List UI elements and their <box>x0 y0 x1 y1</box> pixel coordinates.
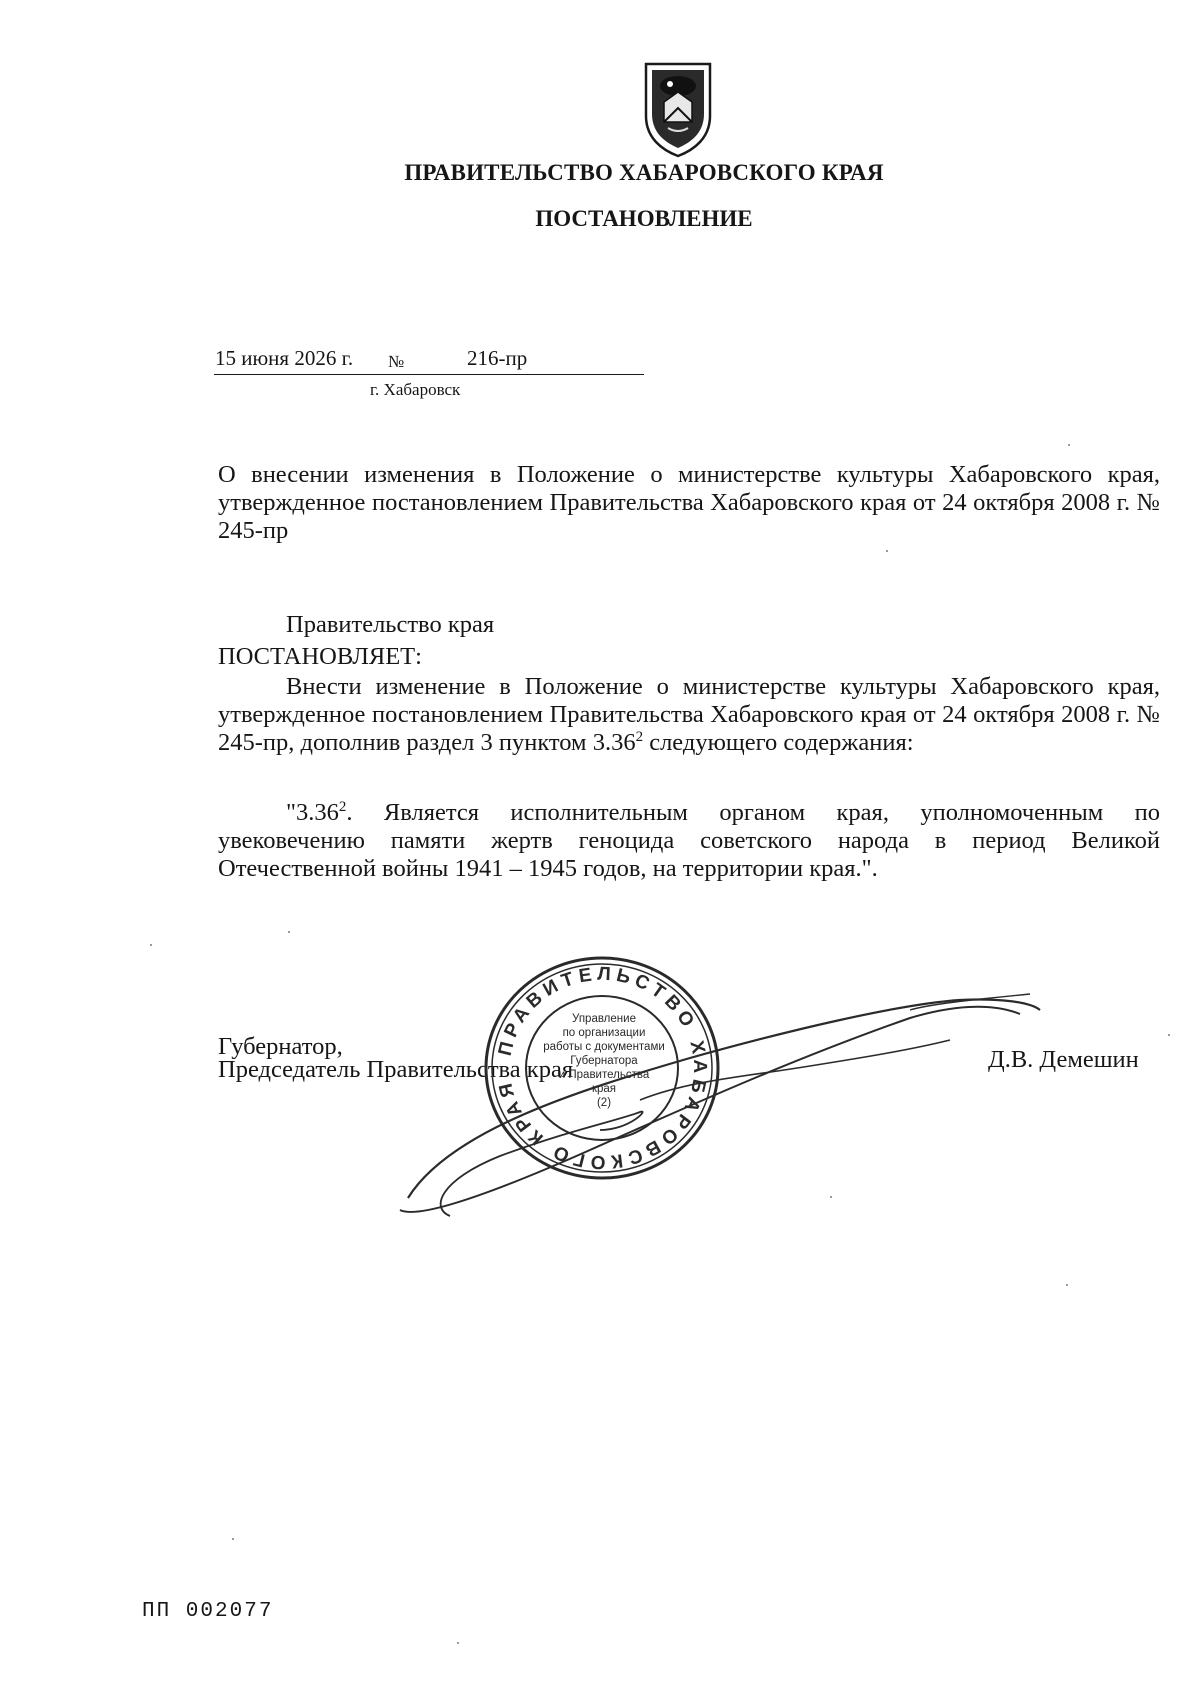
stamp-line: Управление <box>572 1013 636 1025</box>
signer-position-line2: Председатель Правительства края <box>218 1056 574 1083</box>
date-number-underline <box>214 374 644 375</box>
scan-speck <box>288 931 290 933</box>
number-sign: № <box>388 352 405 371</box>
coat-of-arms-icon <box>638 58 718 158</box>
paragraph-amendment-tail: следующего содержания: <box>643 729 914 756</box>
scan-speck <box>1066 1284 1068 1286</box>
scan-speck <box>232 1538 234 1540</box>
scan-speck <box>886 550 888 552</box>
new-clause-text: . Является исполнительным органом края, уполномоченным по увековечению памяти жертв геноцида советского народа в период Великой Отечественной войны 1941 – 1945 годов, на территории края.". <box>218 799 1160 882</box>
scan-speck <box>1068 444 1070 446</box>
signer-position-line1: Губернатор, <box>218 1033 343 1060</box>
signer-name: Д.В. Демешин <box>988 1046 1139 1073</box>
scan-speck <box>457 1642 459 1644</box>
stamp-line: работы с документами <box>543 1041 665 1053</box>
document-subject: О внесении изменения в Положение о министерстве культуры Хабаровского края, утвержденное постановлением Правительства Хабаровского края от 24 октября 2008 г. № 245-пр <box>218 461 1160 544</box>
paragraph-new-clause <box>218 799 1160 883</box>
stamp-line: края <box>591 1083 617 1095</box>
stamp-line: по организации <box>562 1027 646 1039</box>
document-number: 216-пр <box>467 346 528 370</box>
document-date: 15 июня 2026 г. <box>215 346 354 370</box>
organization-title: ПРАВИТЕЛЬСТВО ХАБАРОВСКОГО КРАЯ <box>404 160 884 185</box>
scan-speck <box>1168 1034 1170 1036</box>
superscript: 2 <box>338 798 347 815</box>
government-line: Правительство края <box>286 611 495 638</box>
document-city: г. Хабаровск <box>370 380 461 399</box>
handwritten-signature <box>390 980 1050 1230</box>
paragraph-amendment-text: Внести изменение в Положение о министерстве культуры Хабаровского края, утвержденное постановлением Правительства Хабаровского края от 24 октября 2008 г. № 245-пр, дополнив раздел 3 пунктом 3.36 <box>218 673 1160 756</box>
paragraph-amendment <box>218 673 1160 757</box>
stamp-line: и Правительства <box>558 1069 650 1081</box>
scan-speck <box>150 944 152 946</box>
stamp-line: Губернатора <box>570 1055 638 1067</box>
stamp-line: (2) <box>596 1097 612 1109</box>
stamp-ring-text: ПРАВИТЕЛЬСТВО ХАБАРОВСКОГО КРАЯ <box>494 963 711 1173</box>
superscript: 2 <box>635 728 644 745</box>
decree-word: ПОСТАНОВЛЯЕТ: <box>218 643 422 670</box>
document-code: ПП 002077 <box>142 1600 274 1623</box>
new-clause-number: "3.36 <box>286 799 339 826</box>
document-type-title: ПОСТАНОВЛЕНИЕ <box>535 206 753 231</box>
